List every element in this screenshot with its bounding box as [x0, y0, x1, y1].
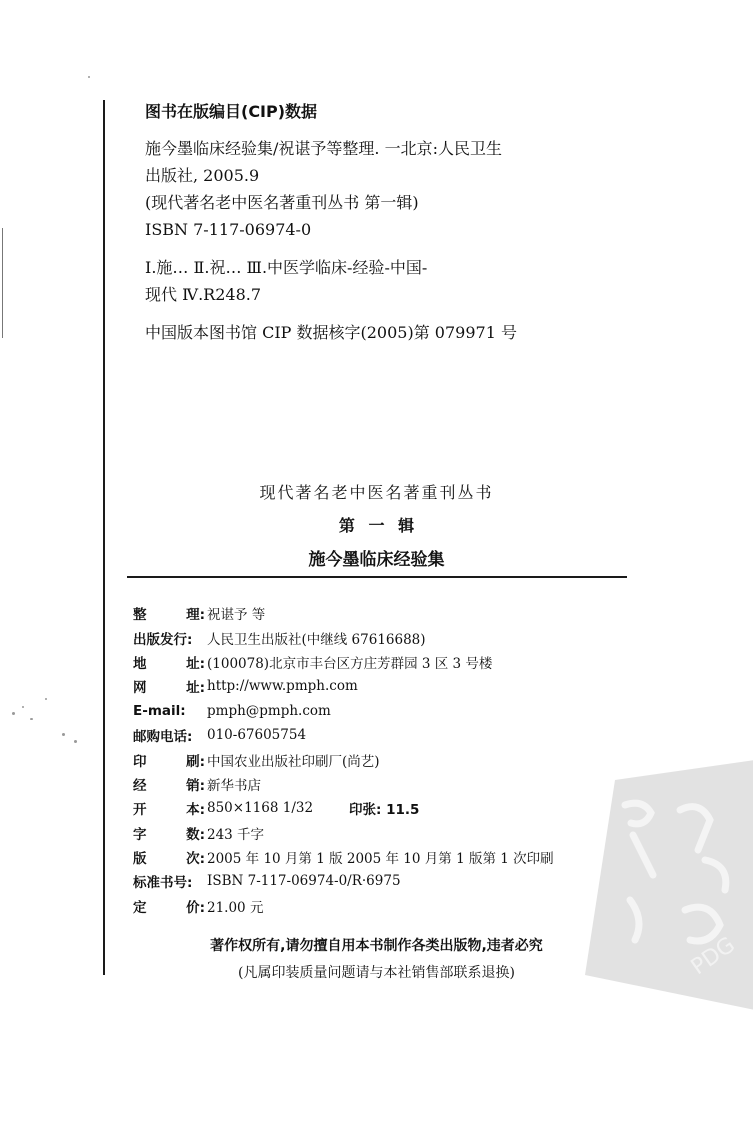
scan-speck — [62, 733, 65, 736]
colophon-label-part: 出版发行: — [133, 631, 193, 648]
colophon-label-part: 标准书号: — [133, 875, 193, 892]
colophon-label-part: 数: — [186, 826, 205, 843]
colophon-row — [133, 747, 633, 771]
book-title: 施今墨临床经验集 — [308, 550, 445, 570]
colophon-label — [133, 676, 205, 696]
colophon-extra: 印张: 11.5 — [349, 802, 420, 819]
colophon-label — [133, 750, 205, 770]
colophon-label-part: E-mail: — [133, 702, 186, 719]
colophon-label — [133, 652, 205, 672]
colophon-label-part: 理: — [186, 607, 205, 624]
scan-speck — [30, 718, 33, 720]
colophon-label-part: 版 — [133, 851, 147, 868]
colophon-row — [133, 821, 633, 845]
colophon-label-part: 整 — [133, 607, 147, 624]
colophon-value: 2005 年 10 月第 1 版 2005 年 10 月第 1 版第 1 次印刷 — [207, 851, 554, 868]
colophon-value: http://www.pmph.com — [207, 678, 358, 695]
colophon-label-part: 址: — [186, 680, 205, 697]
colophon-row — [133, 723, 633, 747]
colophon-label-part: 字 — [133, 826, 147, 843]
return-policy-notice: (凡属印装质量问题请与本社销售部联系退换) — [238, 965, 515, 981]
colophon-value: pmph@pmph.com — [207, 702, 331, 719]
cip-core-number: 中国版本图书馆 CIP 数据核字(2005)第 079971 号 — [145, 323, 517, 342]
colophon-label-part: 地 — [133, 655, 147, 672]
colophon-label — [133, 847, 205, 867]
colophon-value: 010-67605754 — [207, 727, 307, 744]
colophon-value: 祝谌予 等 — [207, 607, 266, 624]
colophon-label-part: 价: — [186, 899, 205, 916]
cip-title: 图书在版编目(CIP)数据 — [145, 102, 318, 121]
series-title: 现代著名老中医名著重刊丛书 — [259, 483, 494, 502]
colophon-label-part: 网 — [133, 680, 147, 697]
colophon-row — [133, 674, 633, 698]
colophon-label-part: 印 — [133, 753, 147, 770]
colophon-label — [133, 774, 205, 794]
colophon-label-part: 经 — [133, 777, 147, 794]
colophon-label — [133, 725, 205, 745]
cip-isbn: ISBN 7-117-06974-0 — [145, 220, 312, 239]
divider-rule — [127, 576, 627, 578]
scan-speck — [22, 706, 24, 708]
colophon-value: (100078)北京市丰台区方庄芳群园 3 区 3 号楼 — [207, 655, 493, 672]
scan-speck — [88, 76, 90, 78]
colophon-label — [133, 603, 205, 623]
scan-edge-mark — [2, 228, 3, 338]
cip-class-line-2: 现代 Ⅳ.R248.7 — [145, 285, 262, 304]
colophon-label-part: 次: — [186, 851, 205, 868]
watermark-label: PDG — [686, 932, 740, 981]
scan-speck — [12, 712, 15, 715]
colophon-value: 21.00 元 — [207, 899, 264, 916]
volume-label: 第 一 辑 — [338, 516, 415, 535]
colophon-row — [133, 601, 633, 625]
scan-speck — [45, 698, 47, 700]
colophon-label — [133, 798, 205, 818]
cip-block — [145, 98, 635, 346]
colophon-value: ISBN 7-117-06974-0/R·6975 — [207, 873, 401, 890]
colophon-row — [133, 699, 633, 723]
cip-line-3: (现代著名老中医名著重刊丛书 第一辑) — [145, 193, 419, 212]
colophon-label-part: 开 — [133, 802, 147, 819]
colophon-value: 850×1168 1/32 — [207, 800, 314, 817]
colophon-row — [133, 894, 633, 918]
copyright-notice: 著作权所有,请勿擅自用本书制作各类出版物,违者必究 — [210, 938, 543, 954]
cip-line-1: 施今墨临床经验集/祝谌予等整理. 一北京:人民卫生 — [145, 139, 502, 158]
colophon-value: 243 千字 — [207, 826, 265, 843]
cip-class-line-1: Ⅰ.施… Ⅱ.祝… Ⅲ.中医学临床-经验-中国- — [145, 258, 428, 277]
colophon-label-part: 销: — [186, 777, 205, 794]
colophon-label-part: 邮购电话: — [133, 729, 193, 746]
colophon-row — [133, 772, 633, 796]
colophon-label-part: 址: — [186, 655, 205, 672]
colophon-label-part: 本: — [186, 802, 205, 819]
colophon-label-part: 定 — [133, 899, 147, 916]
colophon-value: 人民卫生出版社(中继线 67616688) — [207, 631, 426, 648]
colophon-label — [133, 871, 205, 891]
colophon-label — [133, 823, 205, 843]
colophon-row — [133, 796, 633, 820]
colophon-value: 中国农业出版社印刷厂(尚艺) — [207, 753, 380, 770]
margin-rule — [103, 100, 105, 975]
colophon-row — [133, 845, 633, 869]
cip-line-2: 出版社, 2005.9 — [145, 166, 260, 185]
colophon-row — [133, 650, 633, 674]
colophon-value: 新华书店 — [207, 777, 261, 794]
colophon-row — [133, 625, 633, 649]
colophon-label-part: 刷: — [186, 753, 205, 770]
colophon-row — [133, 869, 633, 893]
library-stamp-watermark — [585, 760, 753, 1010]
colophon-list — [133, 601, 633, 918]
colophon-label — [133, 896, 205, 916]
colophon-label — [133, 703, 205, 719]
colophon-label — [133, 628, 205, 648]
scan-speck — [74, 740, 77, 743]
